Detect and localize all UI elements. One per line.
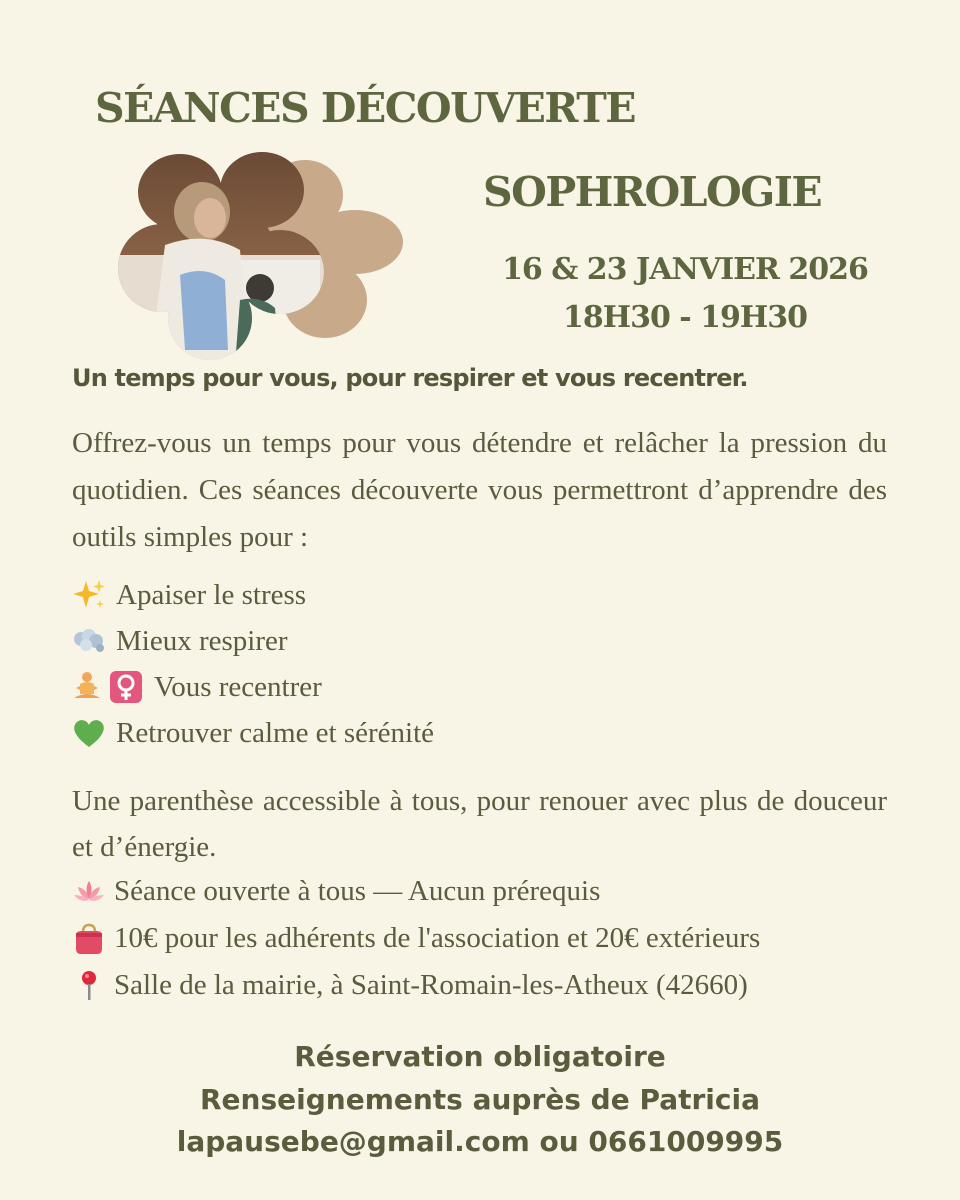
footer-reservation: Réservation obligatoire [294,1040,666,1073]
list-item [72,710,902,756]
list-item-label: Apaiser le stress [116,578,307,611]
green-heart-icon [72,716,106,750]
list-item [72,962,932,1009]
list-item [72,868,932,915]
title-seances-decouverte: SÉANCES DÉCOUVERTE [95,84,635,132]
list-item [72,915,932,962]
list-item [72,572,902,618]
purse-icon [72,922,104,956]
info-item-label: 10€ pour les adhérents de l'association et 20€ extérieurs [114,922,761,954]
info-list [72,868,932,1009]
list-item [72,618,902,664]
event-hours: 18H30 - 19H30 [562,300,808,335]
list-item-label: Vous recentrer [154,670,322,703]
wind-icon [72,624,106,658]
list-item-label: Retrouver calme et sérénité [116,716,435,749]
list-item-label: Mieux respirer [116,624,288,657]
outro-paragraph: Une parenthèse accessible à tous, pour renouer avec plus de douceur et d’énergie. [72,785,887,863]
footer-contact-person: Renseignements auprès de Patricia [199,1083,760,1116]
title-sophrologie: SOPHROLOGIE [483,168,822,216]
flower-photo-illustration [110,150,410,365]
benefits-list [72,572,902,756]
event-dates: 16 & 23 JANVIER 2026 [502,252,868,287]
meditation-icon [72,670,144,704]
info-item-label: Salle de la mairie, à Saint-Romain-les-Atheux (42660) [114,969,748,1001]
sparkles-icon [72,578,106,612]
tagline: Un temps pour vous, pour respirer et vous recentrer. [72,364,748,392]
list-item [72,664,902,710]
pin-icon [72,969,104,1003]
intro-paragraph: Offrez-vous un temps pour vous détendre et relâcher la pression du quotidien. Ces séances découverte vous permettront d’apprendre des outils simples pour : [72,427,887,553]
info-item-label: Séance ouverte à tous — Aucun prérequis [114,875,601,907]
lotus-icon [72,875,104,909]
footer-contact-details: lapausebe@gmail.com ou 0661009995 [176,1125,784,1158]
